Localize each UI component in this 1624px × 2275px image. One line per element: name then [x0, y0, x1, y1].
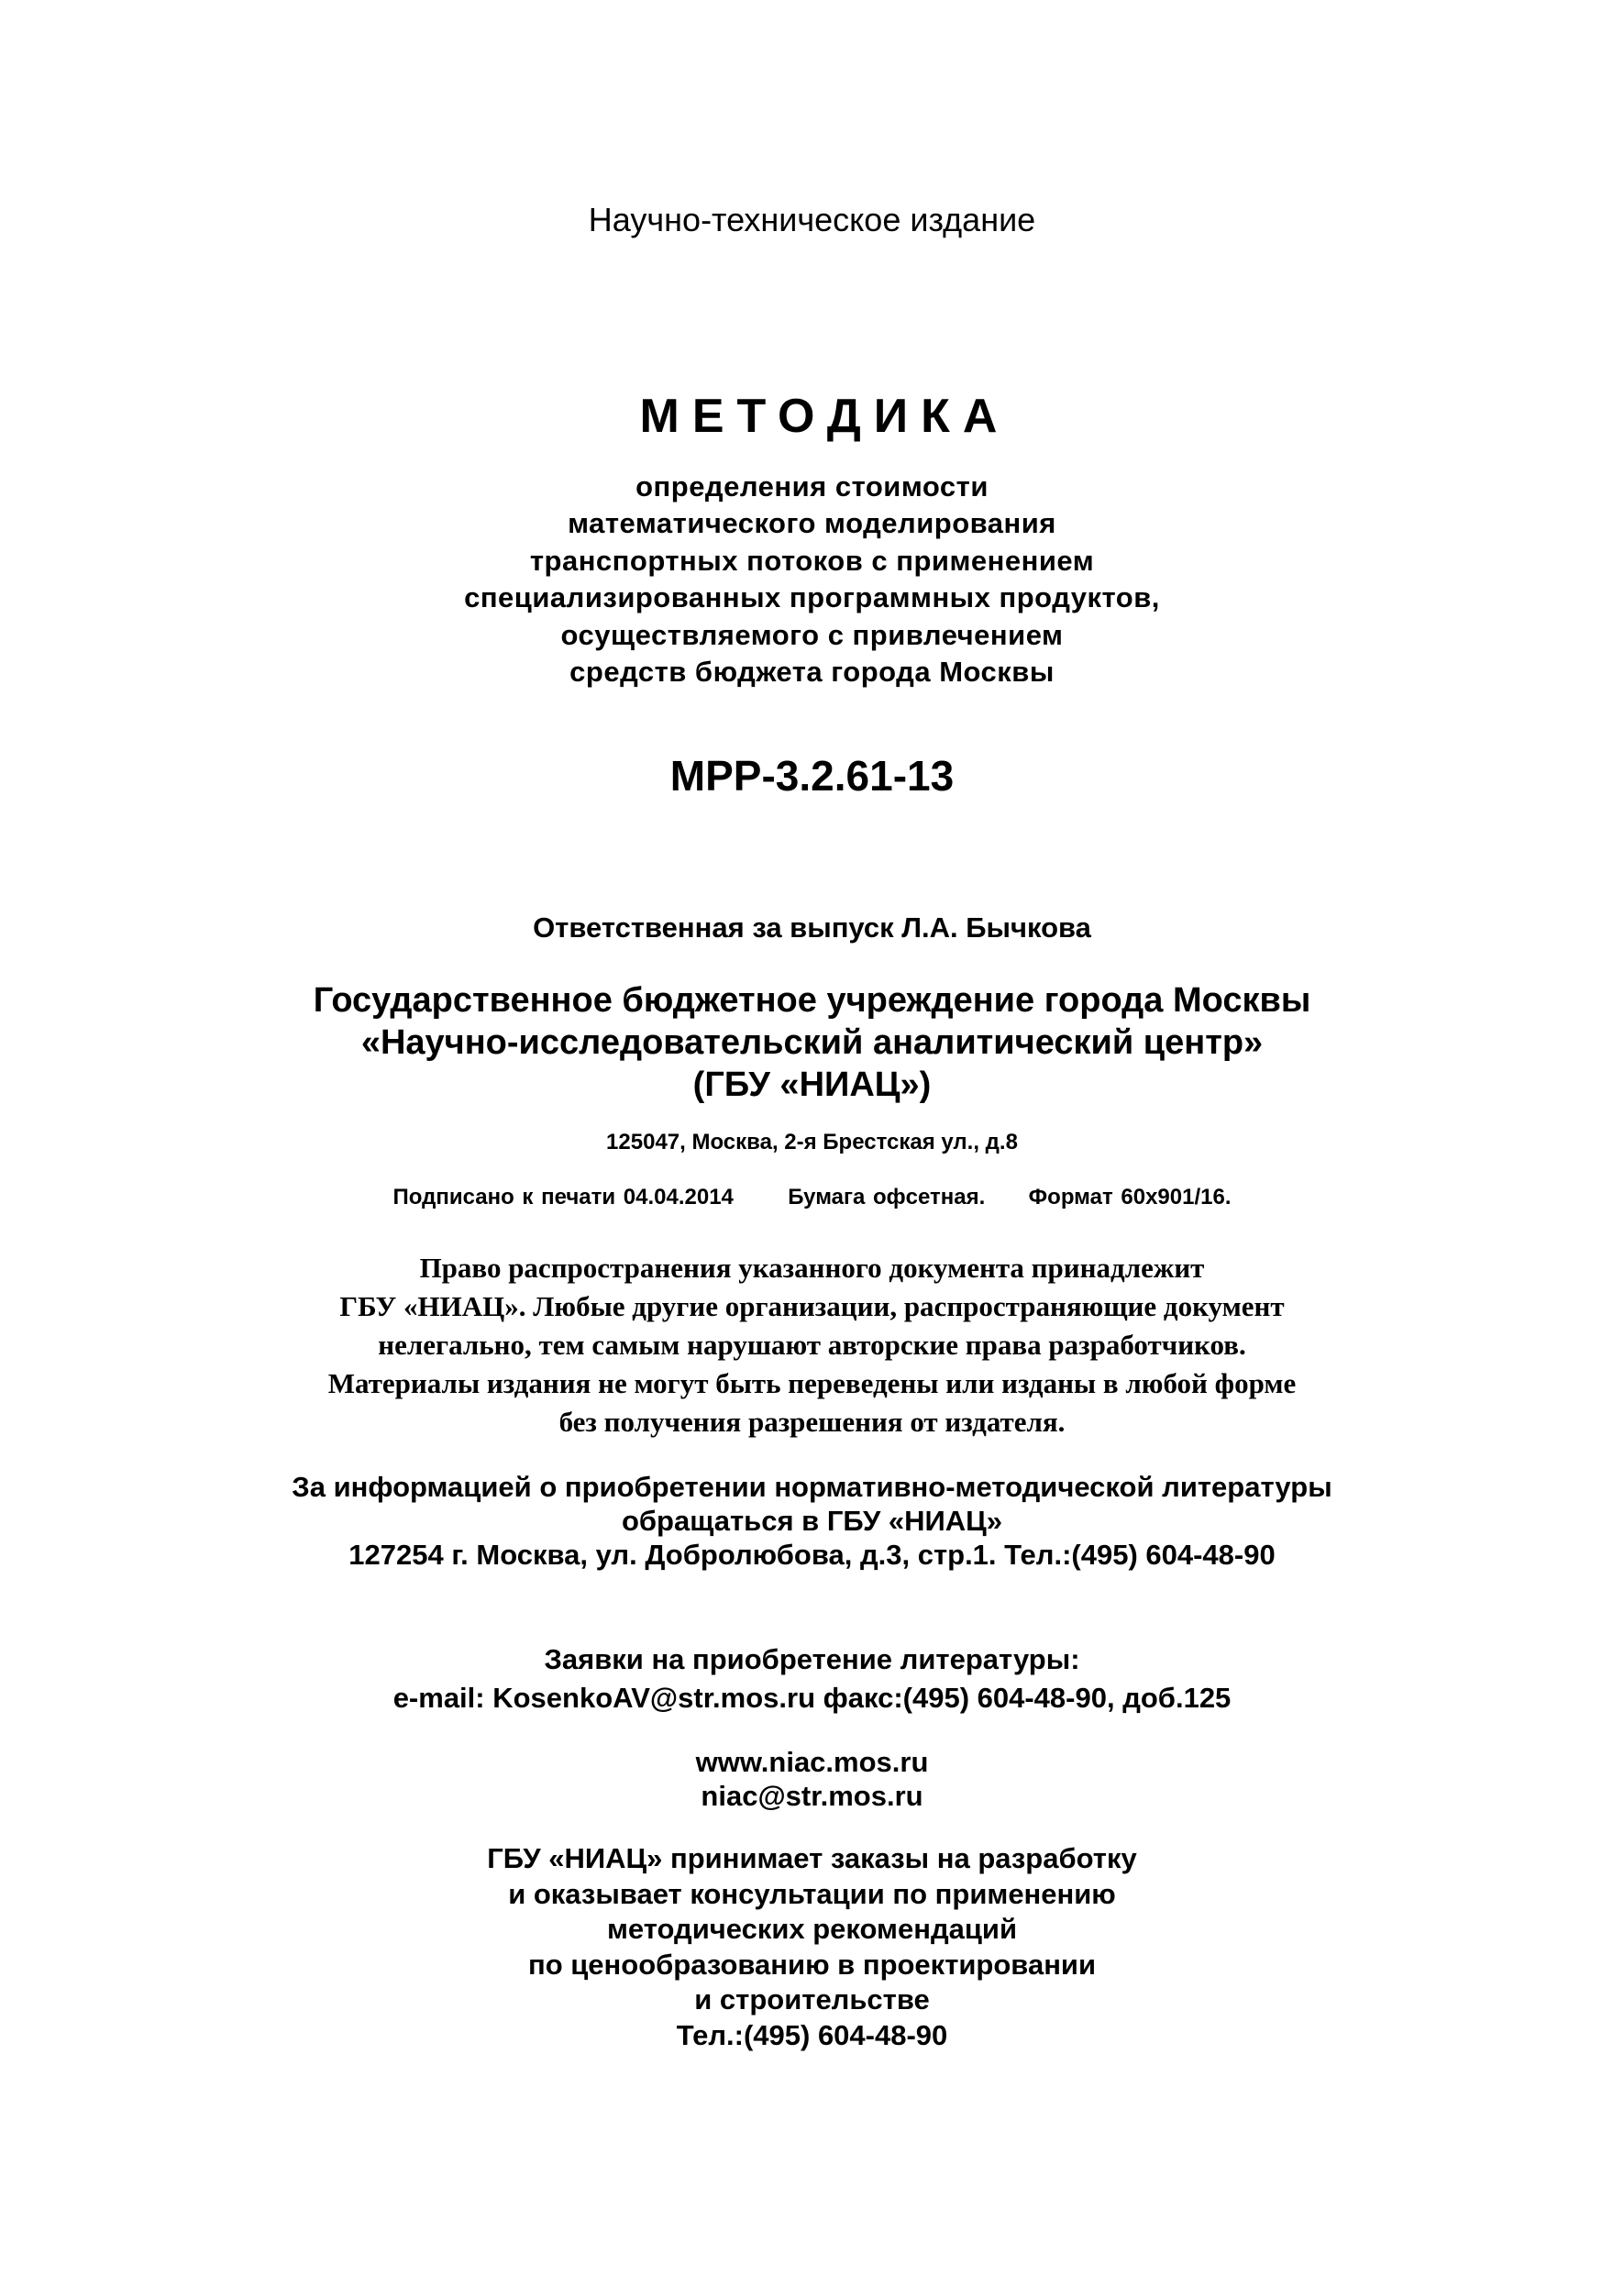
organization-line: Государственное бюджетное учреждение города Москвы: [313, 981, 1311, 1020]
subtitle-line: определения стоимости: [635, 470, 989, 502]
imprint-paper: Бумага офсетная.: [788, 1185, 986, 1209]
purchase-info-line: обращаться в ГБУ «НИАЦ»: [621, 1505, 1003, 1537]
rights-line: нелегально, тем самым нарушают авторские права разработчиков.: [378, 1329, 1246, 1361]
rights-line: Право распространения указанного документа принадлежит: [419, 1252, 1205, 1284]
imprint-signed: Подписано к печати 04.04.2014: [392, 1185, 734, 1209]
organization-line: «Научно-исследовательский аналитический центр»: [360, 1023, 1264, 1062]
orders-line: e-mail: KosenkoAV@str.mos.ru факс:(495) 604-48-90, доб.125: [392, 1682, 1232, 1714]
subtitle-line: специализированных программных продуктов,: [464, 581, 1160, 613]
services-line: и строительстве: [694, 1983, 930, 2015]
services-line: по ценообразованию в проектировании: [527, 1949, 1097, 1981]
subtitle-line: средств бюджета города Москвы: [569, 656, 1055, 688]
orders-line: Заявки на приобретение литературы:: [544, 1643, 1080, 1675]
document-code: МРР-3.2.61-13: [669, 752, 955, 800]
rights-line: ГБУ «НИАЦ». Любые другие организации, распространяющие документ: [339, 1290, 1285, 1322]
subtitle-line: осуществляемого с привлечением: [560, 619, 1064, 651]
rights-line: без получения разрешения от издателя.: [558, 1406, 1066, 1438]
imprint-line: [0, 1187, 1624, 1209]
subtitle-line: транспортных потоков с применением: [529, 545, 1095, 577]
services-line: методических рекомендаций: [606, 1913, 1018, 1945]
services-line: ГБУ «НИАЦ» принимает заказы на разработку: [487, 1842, 1137, 1874]
organization-line: (ГБУ «НИАЦ»): [692, 1066, 932, 1104]
website-link[interactable]: www.niac.mos.ru: [695, 1746, 929, 1778]
edition-caption: Научно-техническое издание: [588, 201, 1036, 238]
email-link[interactable]: niac@str.mos.ru: [701, 1780, 923, 1812]
subtitle-line: математического моделирования: [568, 507, 1056, 539]
rights-line: Материалы издания не могут быть переведены или изданы в любой форме: [327, 1367, 1297, 1399]
services-line: Тел.:(495) 604-48-90: [676, 2019, 948, 2051]
purchase-info-line: 127254 г. Москва, ул. Добролюбова, д.3, стр.1. Тел.:(495) 604-48-90: [348, 1539, 1276, 1571]
services-line: и оказывает консультации по применению: [508, 1878, 1116, 1910]
purchase-info-line: За информацией о приобретении нормативно-методической литературы: [292, 1471, 1332, 1503]
document-title: МЕТОДИКА: [639, 390, 1011, 443]
organization-address: 125047, Москва, 2-я Брестская ул., д.8: [606, 1130, 1018, 1154]
responsible-person: Ответственная за выпуск Л.А. Бычкова: [533, 911, 1091, 944]
imprint-format: Формат 60х901/16.: [1028, 1185, 1232, 1209]
